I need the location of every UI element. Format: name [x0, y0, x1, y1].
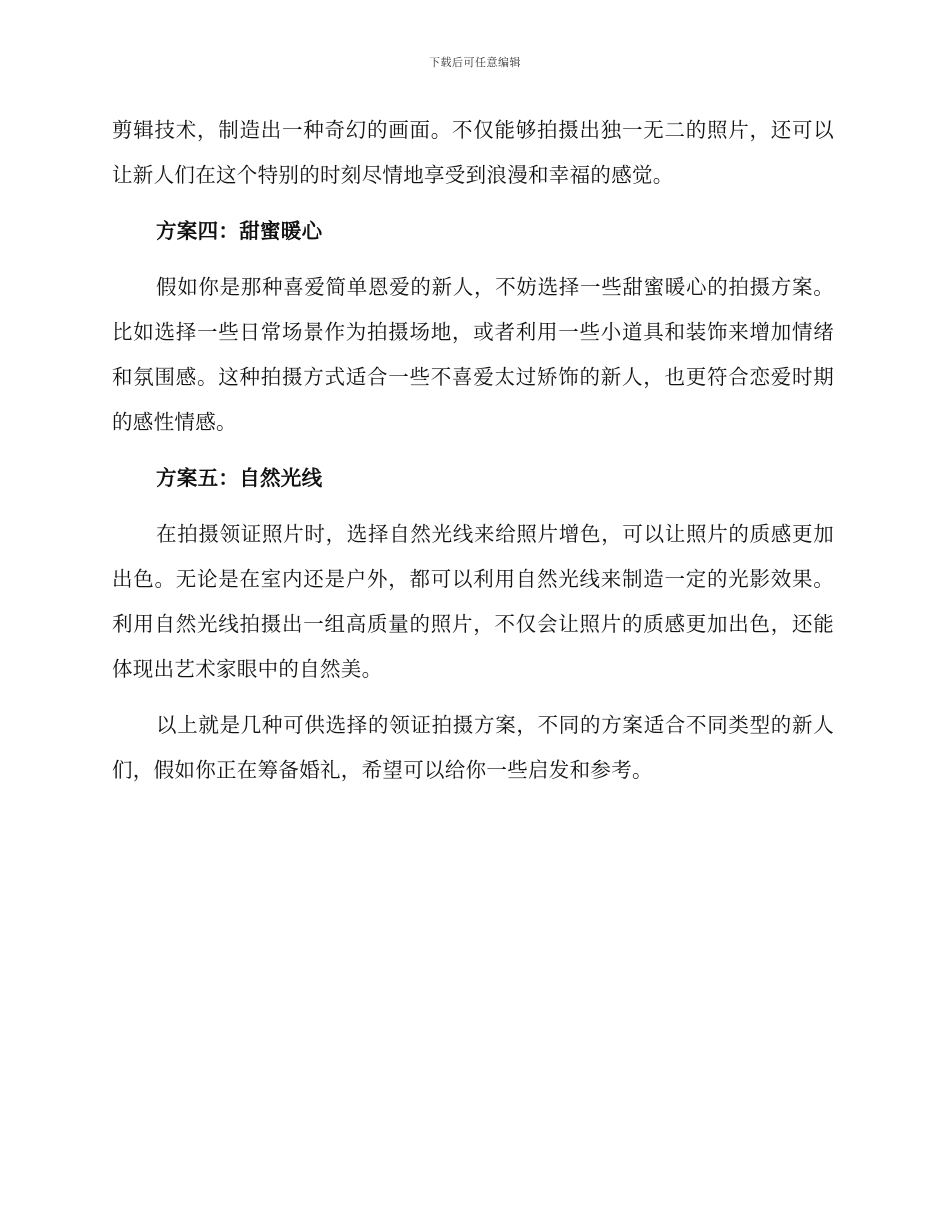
- section-heading-4: 方案四：甜蜜暖心: [156, 219, 323, 243]
- paragraph-conclusion: 以上就是几种可供选择的领证拍摄方案，不同的方案适合不同类型的新人们，假如你正在筹备婚礼，希望可以给你一些启发和参考。: [112, 713, 834, 782]
- paragraph-scheme-5: 在拍摄领证照片时，选择自然光线来给照片增色，可以让照片的质感更加出色。无论是在室内还是户外，都可以利用自然光线来制造一定的光影效果。利用自然光线拍摄出一组高质量的照片，不仅会让照片的质感更加出色，还能体现出艺术家眼中的自然美。: [112, 522, 834, 681]
- paragraph-scheme-4: 假如你是那种喜爱简单恩爱的新人，不妨选择一些甜蜜暖心的拍摄方案。比如选择一些日常场景作为拍摄场地，或者利用一些小道具和装饰来增加情绪和氛围感。这种拍摄方式适合一些不喜爱太过矫饰的新人，也更符合恋爱时期的感性情感。: [112, 275, 834, 434]
- document-body: [112, 108, 834, 793]
- paragraph-continued: 剪辑技术，制造出一种奇幻的画面。不仅能够拍摄出独一无二的照片，还可以让新人们在这个特别的时刻尽情地享受到浪漫和幸福的感觉。: [112, 118, 834, 187]
- page-header: 下载后可任意编辑: [429, 56, 521, 69]
- section-heading-5: 方案五：自然光线: [156, 466, 323, 490]
